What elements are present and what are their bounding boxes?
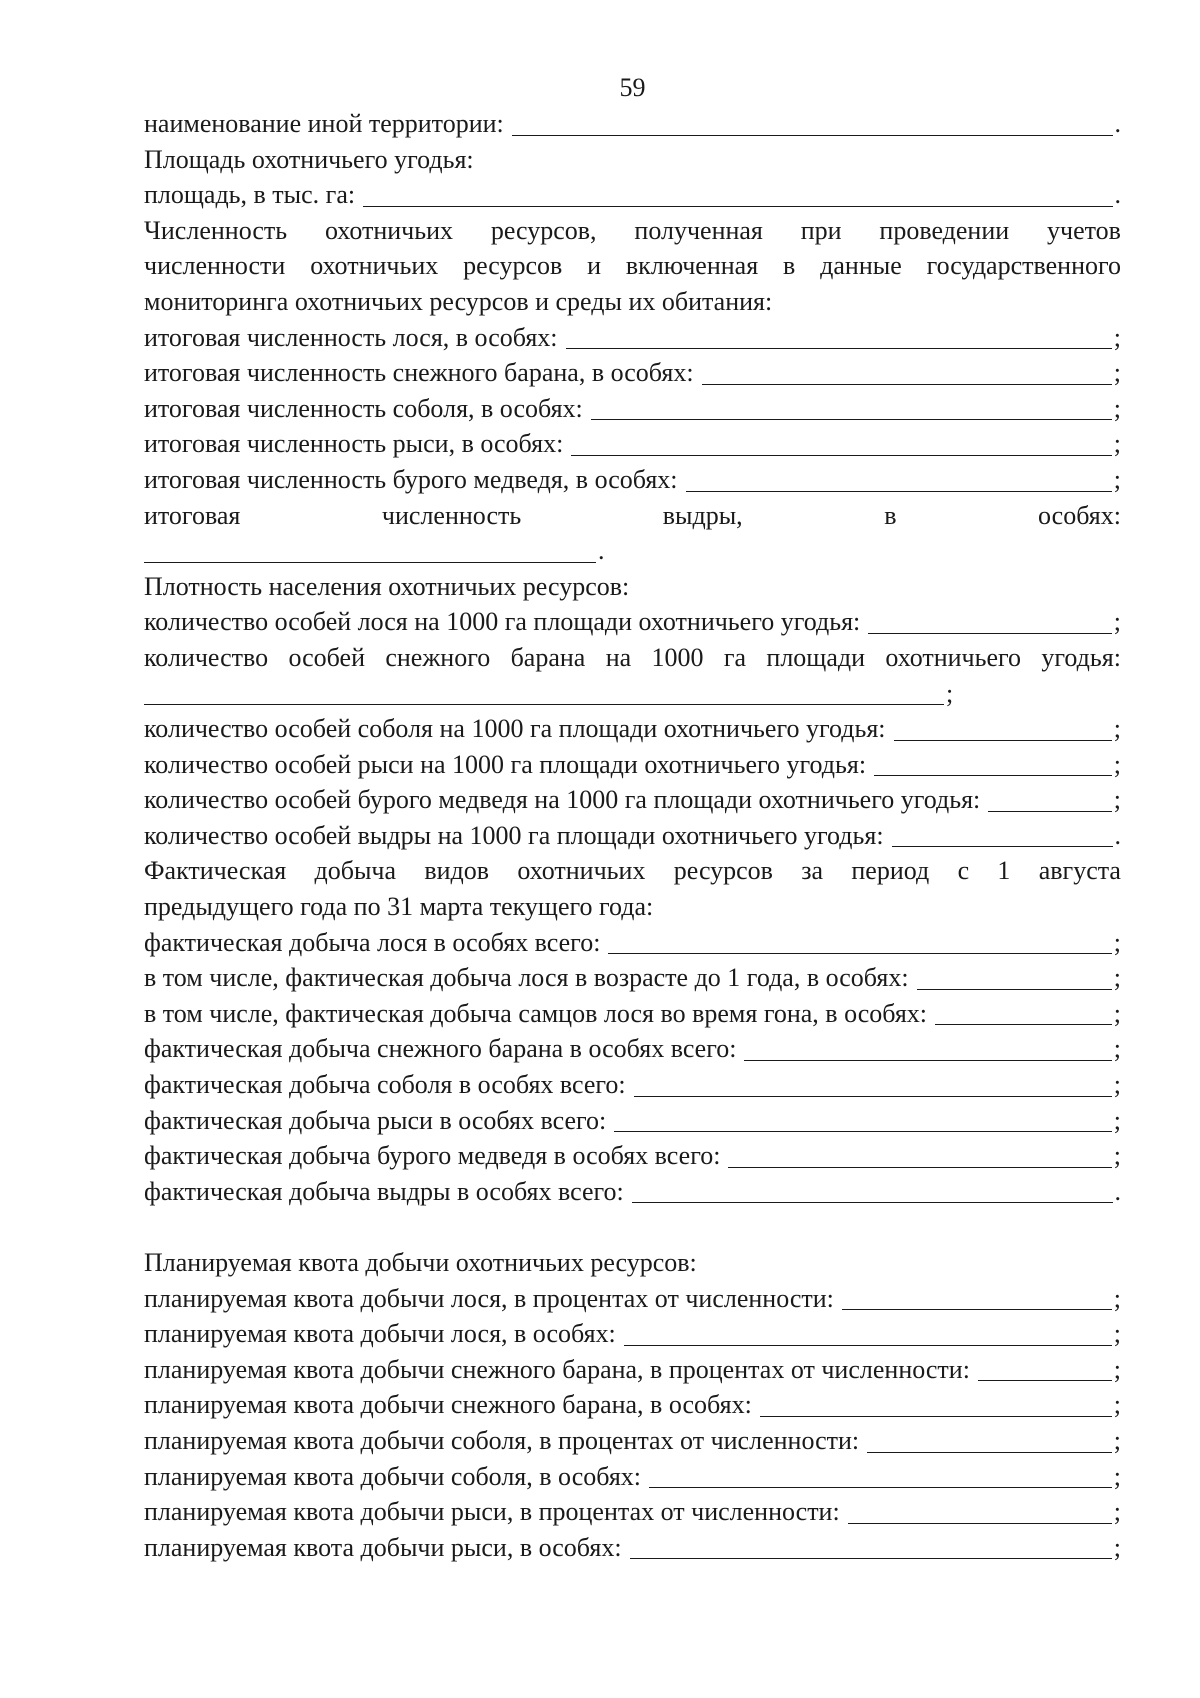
line-end-mark: ; [1113, 1105, 1121, 1135]
density-item-field[interactable] [874, 774, 1112, 776]
line-end-mark: ; [1113, 749, 1121, 779]
quota-item-row [144, 1459, 1121, 1495]
quota-item-field[interactable] [760, 1415, 1112, 1417]
density-moose-row [144, 604, 1121, 640]
word: в [884, 500, 897, 530]
harvest-item-row [144, 1103, 1121, 1139]
harvest-item-field[interactable] [744, 1059, 1111, 1061]
word: итоговая [144, 500, 241, 530]
quota-item-label: планируемая квота добычи лося, в особях: [144, 1319, 616, 1349]
numbers-paragraph-line-2 [144, 248, 1121, 284]
word: период [851, 856, 930, 886]
area-heading: Площадь охотничьего угодья: [144, 144, 474, 174]
harvest-item-label: фактическая добыча снежного барана в особях всего: [144, 1034, 737, 1064]
harvest-item-label: фактическая добыча бурого медведя в особях всего: [144, 1141, 721, 1171]
otter-number-field[interactable] [144, 561, 596, 563]
total-number-item-field[interactable] [702, 383, 1112, 385]
quota-item-label: планируемая квота добычи снежного барана, в процентах от численности: [144, 1354, 970, 1384]
quota-item-label: планируемая квота добычи снежного барана, в особях: [144, 1390, 752, 1420]
word: полученная [634, 215, 763, 245]
line-end-mark: ; [1113, 358, 1121, 388]
quota-item-field[interactable] [842, 1308, 1112, 1310]
line-end-mark: ; [1113, 464, 1121, 494]
harvest-item-row [144, 925, 1121, 961]
quota-item-field[interactable] [848, 1522, 1112, 1524]
word: в [783, 251, 796, 281]
quota-item-label: планируемая квота добычи рыси, в особях: [144, 1532, 622, 1562]
word: га [723, 642, 747, 672]
line-end-mark: ; [1113, 1461, 1121, 1491]
area-row [144, 177, 1121, 213]
harvest-item-field[interactable] [917, 988, 1112, 990]
line-end-mark: . [598, 536, 605, 566]
word: 1000 [651, 642, 704, 672]
harvest-item-field[interactable] [634, 1095, 1112, 1097]
word: особей [288, 642, 365, 672]
total-number-item-row [144, 320, 1121, 356]
word: охотничьих [310, 251, 439, 281]
word: количество [144, 642, 269, 672]
density-item-row [144, 782, 1121, 818]
harvest-item-row [144, 996, 1121, 1032]
line-end-mark: ; [1113, 1497, 1121, 1527]
numbers-paragraph-line-1 [144, 213, 1121, 249]
word: охотничьих [324, 215, 454, 245]
word: ресурсов [463, 251, 563, 281]
word: угодья: [1041, 642, 1121, 672]
line-end-mark: ; [1113, 322, 1121, 352]
harvest-paragraph-line-1 [144, 853, 1121, 889]
density-item-field[interactable] [988, 810, 1111, 812]
density-item-row [144, 747, 1121, 783]
harvest-item-label: фактическая добыча рыси в особях всего: [144, 1105, 607, 1135]
area-field[interactable] [363, 205, 1112, 207]
otter-number-field-row [144, 533, 1121, 569]
total-number-item-label: итоговая численность лося, в особях: [144, 322, 558, 352]
density-item-label: количество особей выдры на 1000 га площади охотничьего угодья: [144, 820, 884, 850]
density-sheep-row [144, 640, 1121, 676]
quota-item-row [144, 1494, 1121, 1530]
harvest-item-row [144, 1138, 1121, 1174]
density-item-row [144, 818, 1121, 854]
word: добыча [314, 856, 397, 886]
area-label: площадь, в тыс. га: [144, 180, 356, 210]
harvest-item-field[interactable] [728, 1166, 1111, 1168]
word: барана [510, 642, 586, 672]
harvest-item-row [144, 1067, 1121, 1103]
word: учетов [1047, 215, 1121, 245]
quota-item-field[interactable] [978, 1379, 1112, 1381]
line-end-mark: . [1114, 109, 1121, 138]
word: особях: [1038, 500, 1121, 530]
total-number-item-field[interactable] [571, 454, 1111, 456]
quota-item-label: планируемая квота добычи рыси, в процентах от численности: [144, 1497, 840, 1527]
quota-item-label: планируемая квота добычи соболя, в процентах от численности: [144, 1425, 860, 1455]
word: охотничьего [885, 642, 1022, 672]
harvest-item-label: фактическая добыча лося в особях всего: [144, 927, 601, 957]
page-number: 59 [619, 73, 646, 102]
word: с [957, 856, 970, 886]
word: снежного [385, 642, 491, 672]
harvest-item-row [144, 1031, 1121, 1067]
quota-item-row [144, 1352, 1121, 1388]
harvest-item-label: в том числе, фактическая добыча лося в возрасте до 1 года, в особях: [144, 963, 909, 993]
harvest-paragraph-line-2: предыдущего года по 31 марта текущего года: [144, 892, 654, 922]
line-end-mark: ; [1113, 1319, 1121, 1349]
total-number-item-field[interactable] [566, 347, 1112, 349]
quota-heading: Планируемая квота добычи охотничьих ресурсов: [144, 1248, 697, 1277]
quota-item-row [144, 1387, 1121, 1423]
line-end-mark: ; [1113, 714, 1121, 744]
total-number-item-label: итоговая численность бурого медведя, в особях: [144, 464, 678, 494]
total-number-item-row [144, 426, 1121, 462]
other-territory-field[interactable] [512, 134, 1113, 136]
word: и [587, 251, 602, 281]
word: государственного [926, 251, 1121, 281]
total-number-item-row [144, 355, 1121, 391]
line-end-mark: ; [1113, 1425, 1121, 1455]
word: Численность [144, 215, 288, 245]
document-page [144, 70, 1121, 1565]
word: видов [424, 856, 490, 886]
line-end-mark: ; [1113, 1354, 1121, 1384]
quota-item-field[interactable] [630, 1557, 1112, 1559]
density-item-label: количество особей соболя на 1000 га площади охотничьего угодья: [144, 714, 886, 744]
quota-item-field[interactable] [624, 1344, 1112, 1346]
total-number-item-label: итоговая численность соболя, в особях: [144, 393, 583, 423]
density-item-field[interactable] [892, 845, 1113, 847]
other-territory-label: наименование иной территории: [144, 109, 504, 138]
density-item-label: количество особей бурого медведя на 1000 га площади охотничьего угодья: [144, 785, 981, 815]
line-end-mark: ; [1113, 963, 1121, 993]
density-moose-field[interactable] [868, 632, 1112, 634]
word: площади [766, 642, 865, 672]
section-gap [144, 1209, 1121, 1245]
quota-item-field[interactable] [867, 1451, 1112, 1453]
line-end-mark: ; [1113, 607, 1121, 637]
harvest-item-field[interactable] [632, 1201, 1113, 1203]
density-item-row [144, 711, 1121, 747]
total-number-item-field[interactable] [686, 490, 1112, 492]
otter-number-row [144, 498, 1121, 534]
total-number-item-row [144, 462, 1121, 498]
total-number-item-label: итоговая численность снежного барана, в особях: [144, 358, 694, 388]
line-end-mark: ; [1113, 785, 1121, 815]
density-sheep-field-row [144, 676, 1121, 712]
word: при [800, 215, 842, 245]
harvest-item-row [144, 960, 1121, 996]
quota-item-label: планируемая квота добычи лося, в процентах от численности: [144, 1283, 834, 1313]
density-sheep-field[interactable] [144, 703, 944, 705]
word: ресурсов, [490, 215, 597, 245]
line-end-mark: ; [946, 678, 954, 708]
line-end-mark: . [1114, 1176, 1121, 1206]
line-end-mark: ; [1113, 1141, 1121, 1171]
line-end-mark: ; [1113, 998, 1121, 1028]
quota-item-label: планируемая квота добычи соболя, в особях: [144, 1461, 641, 1491]
quota-item-row [144, 1423, 1121, 1459]
word: Фактическая [144, 856, 287, 886]
word: за [801, 856, 824, 886]
word: численности [144, 251, 286, 281]
numbers-paragraph-line-3: мониторинга охотничьих ресурсов и среды их обитания: [144, 286, 773, 316]
quota-item-field[interactable] [649, 1486, 1112, 1488]
density-moose-label: количество особей лося на 1000 га площади охотничьего угодья: [144, 607, 861, 637]
density-item-label: количество особей рыси на 1000 га площади охотничьего угодья: [144, 749, 867, 779]
harvest-item-row [144, 1174, 1121, 1210]
word: численность [381, 500, 522, 530]
line-end-mark: ; [1113, 429, 1121, 459]
line-end-mark: . [1114, 820, 1121, 850]
line-end-mark: ; [1113, 1283, 1121, 1313]
word: данные [820, 251, 902, 281]
quota-item-row [144, 1316, 1121, 1352]
word: ресурсов [673, 856, 773, 886]
harvest-item-label: в том числе, фактическая добыча самцов лося во время гона, в особях: [144, 998, 928, 1028]
line-end-mark: ; [1113, 393, 1121, 423]
other-territory-row [144, 106, 1121, 142]
word: включенная [625, 251, 759, 281]
word: охотничьих [517, 856, 646, 886]
total-number-item-row [144, 391, 1121, 427]
density-item-field[interactable] [894, 739, 1112, 741]
total-number-item-field[interactable] [591, 418, 1112, 420]
harvest-item-label: фактическая добыча выдры в особях всего: [144, 1176, 624, 1206]
word: выдры, [662, 500, 743, 530]
line-end-mark: . [1114, 180, 1121, 210]
line-end-mark: ; [1113, 1532, 1121, 1562]
word: проведении [879, 215, 1010, 245]
harvest-item-field[interactable] [608, 952, 1111, 954]
line-end-mark: ; [1113, 1390, 1121, 1420]
line-end-mark: ; [1113, 1070, 1121, 1100]
line-end-mark: ; [1113, 1034, 1121, 1064]
quota-item-row [144, 1530, 1121, 1566]
harvest-item-field[interactable] [935, 1023, 1112, 1025]
density-heading: Плотность населения охотничьих ресурсов: [144, 571, 630, 601]
word: на [605, 642, 632, 672]
harvest-item-label: фактическая добыча соболя в особях всего: [144, 1070, 626, 1100]
word: 1 [997, 856, 1011, 886]
quota-item-row [144, 1281, 1121, 1317]
harvest-item-field[interactable] [614, 1130, 1112, 1132]
total-number-item-label: итоговая численность рыси, в особях: [144, 429, 564, 459]
line-end-mark: ; [1113, 927, 1121, 957]
word: августа [1038, 856, 1121, 886]
